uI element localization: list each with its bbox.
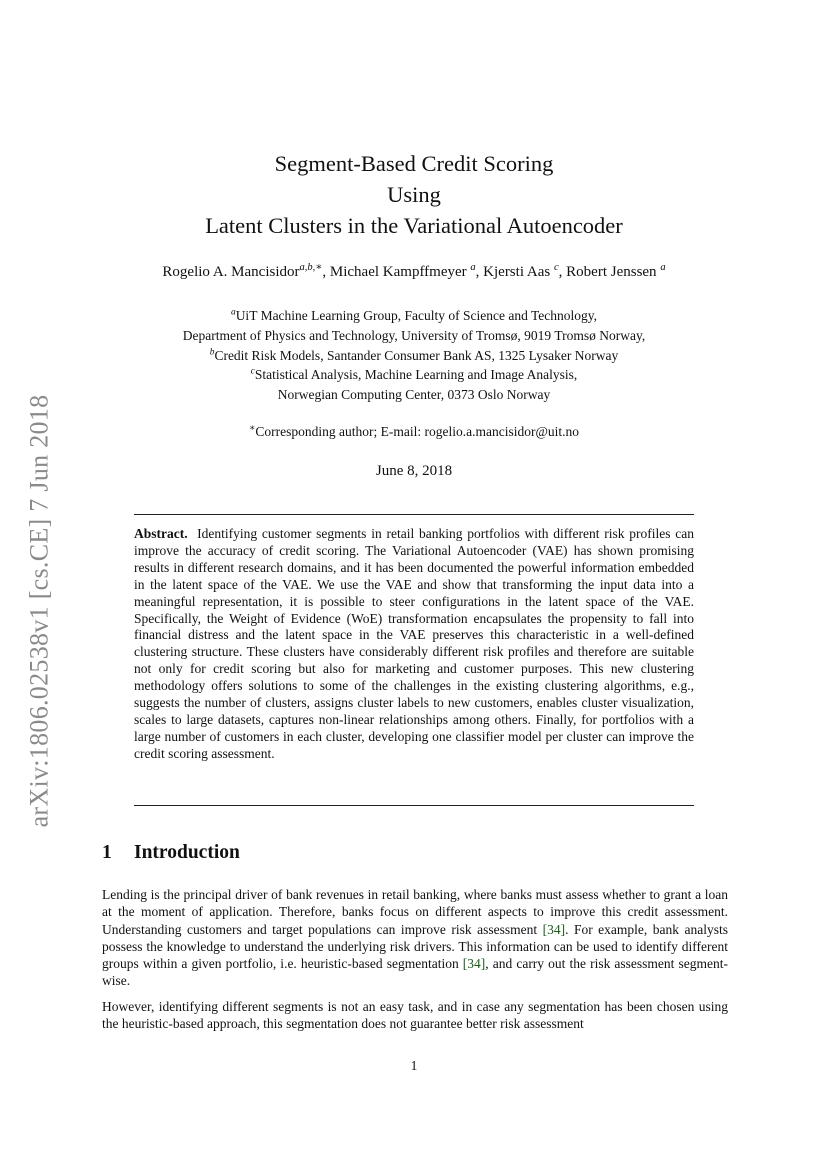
author-affiliation-mark: a — [660, 262, 666, 273]
paper-title — [0, 148, 828, 241]
author-list: Rogelio A. Mancisidor$^{a,b,∗}$, Michael Kampffmeyer $^a$, Kjersti Aas $^c$, Robert Jenssen $^a$ — [162, 262, 666, 280]
author-name: Michael Kampffmeyer — [329, 264, 471, 280]
author-name: Robert Jenssen — [566, 264, 661, 280]
author-name: Rogelio A. Mancisidor — [162, 264, 300, 280]
affiliation-c: $^c$Statistical Analysis, Machine Learning and Image Analysis, — [250, 366, 578, 383]
paper-date: June 8, 2018 — [375, 463, 453, 479]
abstract-label: Abstract. — [134, 526, 188, 541]
author-affiliation-mark: a — [470, 262, 476, 273]
author-affiliation-mark: a,b,∗ — [299, 262, 323, 273]
affiliation-a: $^a$UiT Machine Learning Group, Faculty of Science and Technology, — [230, 307, 598, 323]
title-line-2: Using — [387, 182, 441, 207]
affiliations — [0, 306, 828, 405]
paragraph: Lending is the principal driver of bank revenues in retail banking, where banks must assess whether to grant a loan at the moment of application. Therefore, banks focus on different aspects to improve this credit assessment. Understanding customers and target populations can improve risk assessment [34]. For example, bank analysts possess the knowledge to understand the underlying risk drivers. This information can be used to identify different groups within a given portfolio, i.e. heuristic-based segmentation [34], and carry out the risk assessment segment-wise. — [102, 887, 729, 989]
section-title: Introduction — [134, 842, 240, 863]
title-line-1: Segment-Based Credit Scoring — [274, 151, 554, 176]
arxiv-identifier: arXiv:1806.02538v1 [cs.CE] 7 Jun 2018 — [24, 394, 53, 827]
citation-link[interactable]: [34] — [542, 921, 566, 937]
section-heading — [102, 842, 240, 864]
author-name: Kjersti Aas — [483, 264, 554, 280]
abstract-bottom-rule — [134, 805, 694, 806]
author-affiliation-mark: c — [553, 262, 559, 273]
title-line-3: Latent Clusters in the Variational Autoencoder — [205, 213, 623, 238]
abstract — [134, 526, 694, 763]
paragraph: However, identifying different segments is not an easy task, and in case any segmentation has been chosen using the heuristic-based approach, this segmentation does not guarantee better risk assessment — [102, 998, 728, 1032]
abstract-text: Identifying customer segments in retail banking portfolios with different risk profiles can improve the accuracy of credit scoring. The Variational Autoencoder (VAE) has shown promising results in different research domains, and it has been documented the powerful information embedded in the latent space of the VAE. We use the VAE and show that transforming the input data into a meaningful representation, it is possible to steer configurations in the latent space of the VAE. Specifically, the Weight of Evidence (WoE) transformation encapsulates the propensity to fall into financial distress and the latent space in the VAE preserves this characteristic in a well-defined clustering structure. These clusters have considerably different risk profiles and therefore are suitable not only for credit scoring but also for marketing and customer purposes. This new clustering methodology offers solutions to some of the challenges in the existing clustering algorithms, e.g., suggests the number of clusters, assigns cluster labels to new customers, enables cluster visualization, scales to large datasets, captures non-linear relationships among others. Finally, for portfolios with a large number of customers in each cluster, developing one classifier model per cluster can improve the credit scoring assessment. — [134, 526, 695, 761]
section-number: 1 — [102, 842, 112, 863]
page-number: 1 — [410, 1058, 418, 1073]
introduction-body — [102, 886, 728, 1040]
affiliation-b: $^b$Credit Risk Models, Santander Consumer Bank AS, 1325 Lysaker Norway — [209, 347, 619, 363]
corresponding-author: ∗Corresponding author; E-mail: rogelio.a.mancisidor@uit.no — [248, 423, 580, 439]
affiliation-a-cont: Department of Physics and Technology, University of Tromsø, 9019 Tromsø Norway, — [182, 327, 646, 343]
arxiv-side-stamp — [14, 378, 64, 843]
affiliation-c-cont: Norwegian Computing Center, 0373 Oslo Norway — [277, 387, 551, 403]
abstract-top-rule — [134, 514, 694, 515]
citation-link[interactable]: [34] — [462, 956, 486, 972]
